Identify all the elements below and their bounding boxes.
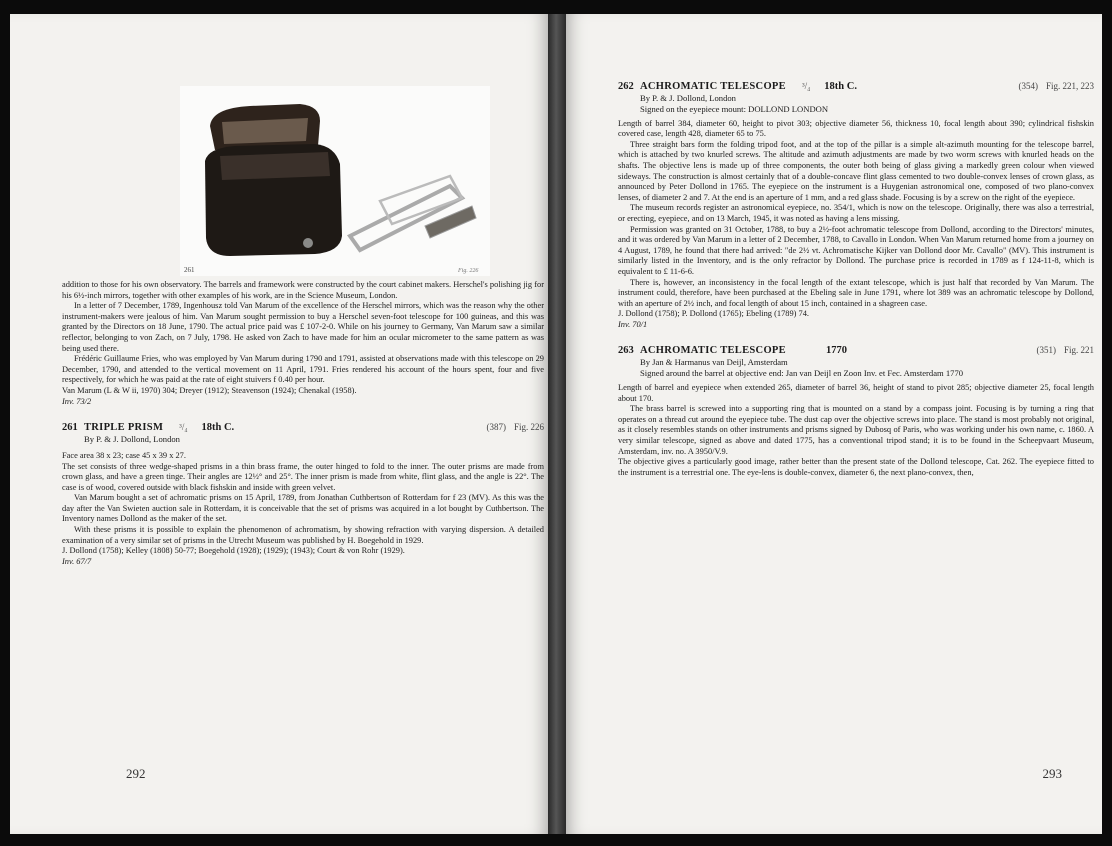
entry-signature: Signed around the barrel at objective end: Jan van Deijl en Zoon Inv. et Fec. Amsterdam 1770 — [640, 368, 964, 379]
figure-label: Fig. 226 — [458, 268, 479, 274]
paragraph: The brass barrel is screwed into a supporting ring that is mounted on a stand by a compass joint. Focusing is by turning a ring that operates on a thread cut around the eyepiece tube. The dust cap over the objective screws into place. The stand is most probably not original, as it closely resembles stands on other instruments and prisms signed by Dubosq of Paris, who was working under his own name, c. 1860. A very similar telescope, signed as above and dated 1775, has a conventional tripod stand; it is to be found in the Scheepvaart Museum, Amsterdam, inv. no. A 3950/V.9. — [618, 404, 1094, 456]
entry-fraction: ³/₄ — [179, 422, 188, 433]
paragraph: Face area 38 x 23; case 45 x 39 x 27. — [62, 450, 186, 460]
entry-maker: By P. & J. Dollond, London — [84, 434, 180, 445]
figure-prism-case — [180, 86, 490, 276]
references: Van Marum (L & W ii, 1970) 304; Dreyer (1912); Steavenson (1924); Chenakal (1958). — [62, 385, 357, 395]
entry-signature: Signed on the eyepiece mount: DOLLOND LONDON — [640, 103, 829, 114]
paragraph: Three straight bars form the folding tripod foot, and at the top of the pillar is a simple alt-azimuth mounting for the telescope barrel, which is attached by two knurled screws. The altitude and azimuth adjustments are made by two worm screws with knurled heads on the shafts. The objective lens is made up of three components, the outer both being of glass giving a markedly green colour when viewed sideways. The construction is almost certainly that of a double-concave flint glass cemented to two double-convex lenses of crown glass, as announced by Peter Dollond in 1765. The eyepiece on the instrument is a Huygenian astronomical one, composed of two plano-convex lenses, of diameter 2 and 7. At the end is an aperture of 1 mm, and a red glass shade. Focusing is by a screw on the right of the eyepiece. — [618, 139, 1094, 202]
left-page — [10, 14, 548, 834]
entry-fig: Fig. 226 — [513, 422, 544, 433]
entry-maker: By P. & J. Dollond, London — [640, 93, 736, 103]
entry-ref: (351) — [1036, 345, 1056, 356]
entry-ref: (354) — [1018, 81, 1038, 91]
figure-number: 261 — [184, 266, 195, 274]
left-column — [62, 280, 544, 567]
paragraph: addition to those for his own observatory. The barrels and framework were constructed by the court cabinet makers. Herschel's polishing jig for his 6½-inch mirrors, together with other examples of his work, are in the Science Museum, London. — [62, 280, 544, 300]
entry-date: 18th C. — [201, 422, 235, 434]
prism-photo — [180, 86, 490, 276]
entry-number: 263 — [618, 345, 634, 357]
entry-263-heading — [618, 344, 1094, 357]
paragraph: The set consists of three wedge-shaped prisms in a thin brass frame, the outer hinged to fold to the inner. The outer prisms are made from crown glass, and have a green tinge. Their angles are 12½° and 25°. The inner prism is made from white, flint glass, and the angle is 22°. The case is of wood, covered outside with black fishskin and inside with green velvet. — [62, 461, 544, 492]
paragraph: The museum records register an astronomical eyepiece, no. 354/1, which is now on the telescope. Originally, there was also a terrestrial, or erecting, eyepiece, and on 13 March, 1945, it was noted as having a lens missing. — [618, 203, 1094, 223]
entry-262-heading — [618, 80, 1094, 93]
right-page — [566, 14, 1102, 834]
paragraph: Length of barrel 384, diameter 60, height to pivot 303; objective diameter 56, thickness 10, focal length about 390; cylindrical fishskin covered case, length 428, diameter 65 to 75. — [618, 118, 1094, 139]
paragraph: Permission was granted on 31 October, 1788, to buy a 2½-foot achromatic telescope from Dollond, according to the Directors' minutes, and it was ordered by Van Marum in a letter of 2 December, 1788, to Cavallo in London. When Van Marum returned home from a journey on 4 August, 1789, he found that there had arrived: "de 2½ vt. Achromatische Kijker van Dollond door Mr. Cavallo" (MV). This instrument is similarly listed in the Inventory, and is the only refractor by Dollond. The purchase price is recorded in 1789 as f 124-11-8, which is equivalent to £ 11-6-6. — [618, 224, 1094, 276]
page-number: 293 — [1042, 766, 1062, 781]
paragraph: There is, however, an inconsistency in the focal length of the extant telescope, which is just half that recorded by Van Marum. The instrument could, therefore, have been purchased at the Ebeling sale in June 1791, where lot 389 was an achromatic telescope by Dollond, with an aperture of 2½ inch, and focal length of about 15 inch, contained in a shagreen case. — [618, 277, 1094, 308]
entry-maker: By Jan & Harmanus van Deijl, Amsterdam — [640, 357, 788, 368]
book-gutter — [548, 14, 566, 834]
right-column — [618, 80, 1094, 478]
paragraph: With these prisms it is possible to explain the phenomenon of achromatism, by showing refraction with varying dispersion. A detailed examination of a very similar set of prisms in the Utrecht Museum was published by H. Boegehold in 1929. — [62, 525, 544, 545]
entry-ref: (387) — [486, 422, 506, 433]
references: J. Dollond (1758); Kelley (1808) 50-77; Boegehold (1928); (1929); (1943); Court & von Rohr (1929). — [62, 546, 405, 556]
entry-title: TRIPLE PRISM — [84, 422, 164, 434]
page-number: 292 — [126, 766, 146, 781]
entry-fig: Fig. 221, 223 — [1045, 81, 1094, 91]
entry-261-heading — [62, 421, 544, 434]
entry-date: 18th C. — [824, 81, 857, 92]
paragraph: Length of barrel and eyepiece when extended 265, diameter of barrel 36, height of stand to pivot 285; objective diameter 25, focal length about 170. — [618, 383, 1094, 403]
entry-title: ACHROMATIC TELESCOPE — [640, 345, 786, 357]
entry-fraction: ³/₄ — [801, 81, 811, 91]
paragraph: The objective gives a particularly good image, rather better than the present state of the Dollond telescope, Cat. 262. The eyepiece fitted to the instrument is a terrestrial one. The eye-lens is double-convex, diameter 6, the next plano-convex, then, — [618, 457, 1094, 477]
entry-date: 1770 — [825, 345, 847, 357]
paragraph: Van Marum bought a set of achromatic prisms on 15 April, 1789, from Jonathan Cuthbertson of Rotterdam for f 23 (MV). As this was the day after the Van Swieten auction sale in Rotterdam, it is conceivable that the set of prisms was acquired in a lot bought by Cuthbertson. The Inventory names Dollond as the maker of the set. — [62, 493, 544, 524]
paragraph: In a letter of 7 December, 1789, Ingenhousz told Van Marum of the excellence of the Herschel mirrors, which was the reason why the other instrument-makers were jealous of him. Van Marum sought permission to buy a Herschel seven-foot telescope for 100 guineas, and this was granted by the Directors on 18 June, 1790. The actual price paid was £ 107-2-0. While on his journey to Germany, Van Marum saw a similar reflector, belonging to von Zach, on 7 July, 1798. He asked von Zach to have made for him an ocular micrometer to the same pattern as was being used there. — [62, 301, 544, 353]
references: J. Dollond (1758); P. Dollond (1765); Ebeling (1789) 74. — [618, 309, 809, 319]
inventory-number: Inv. 67/7 — [62, 556, 92, 566]
entry-number: 262 — [618, 81, 634, 92]
entry-fig: Fig. 221 — [1063, 345, 1094, 356]
entry-number: 261 — [62, 422, 78, 434]
entry-title: ACHROMATIC TELESCOPE — [640, 81, 786, 92]
inventory-number: Inv. 70/1 — [618, 319, 648, 329]
inventory-number: Inv. 73/2 — [62, 396, 92, 406]
paragraph: Frédéric Guillaume Fries, who was employed by Van Marum during 1790 and 1791, assisted at observations made with this telescope on 29 December, 1790, and attended to the vertical movement on 11 April, 1791. Fries rendered his account of the hours spent, four and five respectively, for which he was paid at the rate of eight stuivers f 0.40 per hour. — [62, 354, 544, 385]
